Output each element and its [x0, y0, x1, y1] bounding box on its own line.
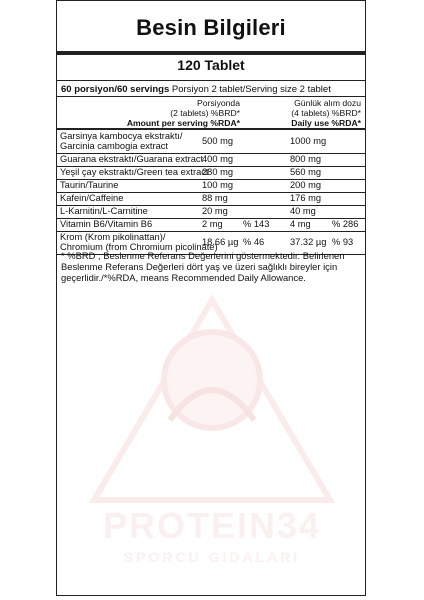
nutrient-name: Guarana ekstraktı/Guarana extract	[60, 154, 204, 164]
daily-amount: 1000 mg	[290, 136, 327, 146]
per-serving-header-line2: (2 tablets) %BRD*	[170, 108, 240, 118]
rda-daily: % 286	[332, 219, 359, 229]
amount-per-serving: 2 mg	[202, 219, 223, 229]
watermark-tagline-text: SPORCU GIDALARI	[123, 549, 301, 565]
rda-daily: % 93	[332, 237, 354, 247]
amount-per-serving: 100 mg	[202, 180, 234, 190]
amount-per-serving: 20 mg	[202, 206, 228, 216]
watermark-brand-text: PROTEIN34	[102, 505, 322, 546]
serving-info	[61, 84, 331, 95]
nutrient-name: Taurin/Taurine	[60, 180, 119, 190]
rda-per-serving: % 46	[243, 237, 265, 247]
per-serving-header	[127, 98, 240, 128]
serving-divider	[57, 96, 365, 97]
nutrient-name: Krom (Krom pikolinattan)/	[60, 232, 166, 242]
amount-per-serving: 280 mg	[202, 167, 234, 177]
serving-count: 60 porsiyon/60 servings	[61, 84, 170, 95]
daily-amount: 4 mg	[290, 219, 311, 229]
nutrient-name: L-Karnitin/L-Carnitine	[60, 206, 148, 216]
amount-per-serving: 500 mg	[202, 136, 234, 146]
nutrient-name: Vitamin B6/Vitamin B6	[60, 219, 153, 229]
per-serving-header-line3: Amount per serving %RDA*	[126, 118, 240, 128]
panel-title: Besin Bilgileri	[136, 15, 286, 40]
nutrition-panel	[56, 0, 366, 596]
header-divider	[57, 128, 365, 130]
title-divider	[57, 51, 365, 55]
rda-per-serving: % 143	[243, 219, 270, 229]
daily-use-header-line2: (4 tablets) %BRD*	[291, 108, 361, 118]
amount-per-serving: 88 mg	[202, 193, 228, 203]
daily-amount: 37.32 µg	[290, 237, 327, 247]
footnote: * %BRD , Beslenme Referans Değerlerini göstermektedir. Belirlenen Beslenme Referans Değerleri dört yaş ve üzeri sağlıklı bireyler için geçerlidir./*%RDA, means Recommended Daily Allowance.	[61, 250, 345, 284]
daily-amount: 176 mg	[290, 193, 322, 203]
tablet-count: 120 Tablet	[177, 57, 245, 73]
nutrient-name-en: Garcinia cambogia extract	[60, 141, 168, 151]
daily-use-header	[291, 98, 361, 128]
serving-size: Porsiyon 2 tablet/Serving size 2 tablet	[169, 84, 331, 95]
daily-amount: 40 mg	[290, 206, 316, 216]
nutrient-name: Yeşil çay ekstraktı/Green tea extract	[60, 167, 209, 177]
daily-amount: 560 mg	[290, 167, 322, 177]
daily-amount: 800 mg	[290, 154, 322, 164]
daily-amount: 200 mg	[290, 180, 322, 190]
nutrient-name-en: Chromium (from Chromium picolinate)	[60, 242, 218, 252]
nutrient-name: Kafein/Caffeine	[60, 193, 124, 203]
per-serving-header-line1: Porsiyonda	[197, 98, 240, 108]
amount-per-serving: 400 mg	[202, 154, 234, 164]
daily-use-header-line3: Daily use %RDA*	[291, 118, 361, 128]
daily-use-header-line1: Günlük alım dozu	[294, 98, 361, 108]
amount-per-serving: 18.66 µg	[202, 237, 239, 247]
nutrient-name: Garsinya kambocya ekstraktı/	[60, 131, 183, 141]
subtitle-divider	[57, 80, 365, 81]
